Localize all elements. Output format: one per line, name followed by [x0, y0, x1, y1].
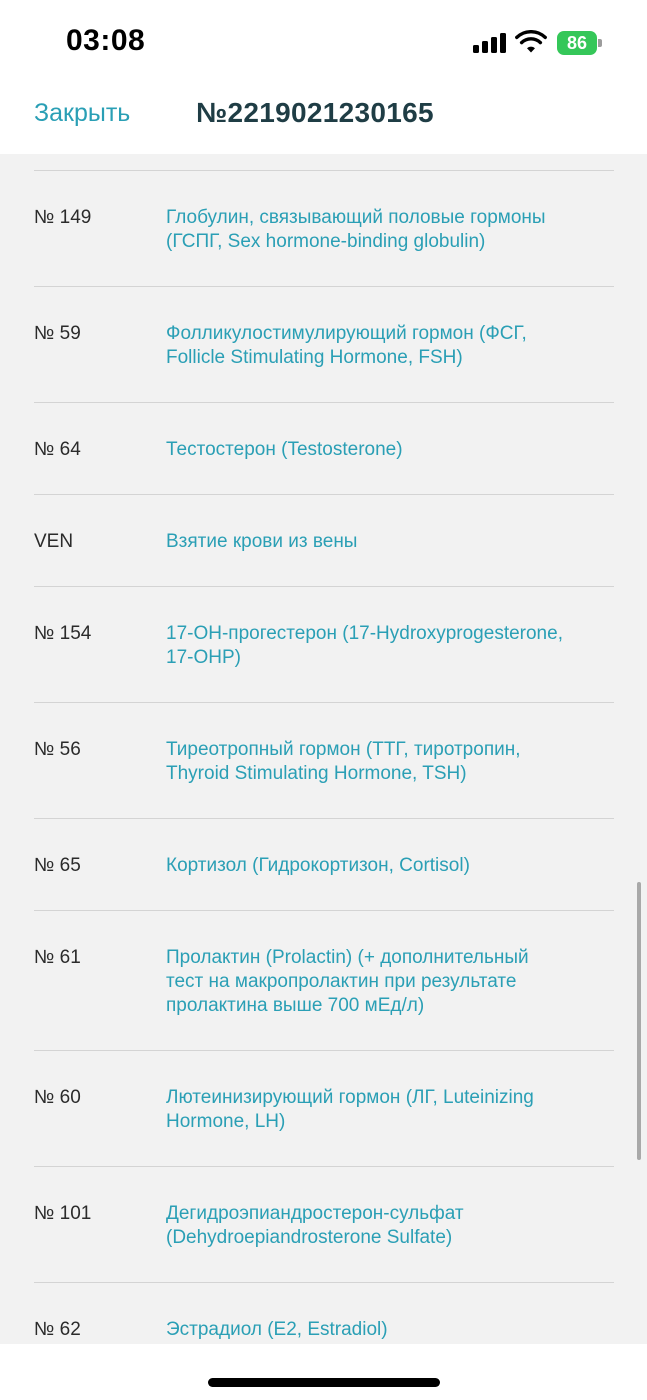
test-code: № 60: [34, 1087, 81, 1108]
test-name-line: пролактина выше 700 мЕд/л): [166, 995, 425, 1016]
test-name-line: 17-OHP): [166, 647, 241, 668]
test-name-line: Кортизол (Гидрокортизон, Cortisol): [166, 855, 470, 876]
test-name-line: Thyroid Stimulating Hormone, TSH): [166, 763, 467, 784]
battery-level: 86: [566, 33, 588, 53]
row-divider: [34, 586, 614, 587]
tests-list[interactable]: [0, 154, 647, 1344]
signal-icon: [473, 33, 506, 53]
test-name-link[interactable]: [166, 530, 626, 554]
home-indicator[interactable]: [208, 1378, 440, 1387]
test-name-link[interactable]: [166, 206, 626, 254]
test-name-link[interactable]: [166, 1318, 626, 1342]
test-name-line: Hormone, LH): [166, 1111, 286, 1132]
test-name-line: Дегидроэпиандростерон-сульфат: [166, 1203, 464, 1224]
test-name-line: тест на макропролактин при результате: [166, 971, 517, 992]
test-name-link[interactable]: [166, 1202, 626, 1250]
navigation-bar: [0, 82, 647, 154]
test-name-link[interactable]: [166, 946, 626, 1018]
test-name-link[interactable]: [166, 1086, 626, 1134]
scrollbar[interactable]: [637, 882, 641, 1160]
test-code: № 64: [34, 439, 81, 460]
row-divider: [34, 1282, 614, 1283]
row-divider: [34, 1050, 614, 1051]
close-button[interactable]: Закрыть: [34, 99, 131, 127]
test-name-link[interactable]: [166, 438, 626, 462]
row-divider: [34, 910, 614, 911]
row-divider: [34, 494, 614, 495]
row-divider: [34, 286, 614, 287]
test-name-line: Тиреотропный гормон (ТТГ, тиротропин,: [166, 739, 521, 760]
status-bar: [0, 0, 647, 82]
test-name-line: Глобулин, связывающий половые гормоны: [166, 207, 546, 228]
test-code: № 101: [34, 1203, 92, 1224]
row-divider: [34, 1166, 614, 1167]
row-divider: [34, 402, 614, 403]
test-name-link[interactable]: [166, 622, 626, 670]
test-code: № 56: [34, 739, 81, 760]
test-name-line: Эстрадиол (E2, Estradiol): [166, 1319, 388, 1340]
test-name-line: (Dehydroepiandrosterone Sulfate): [166, 1227, 453, 1248]
bottom-safe-area: [0, 1344, 647, 1400]
test-code: VEN: [34, 531, 74, 552]
battery-icon: [557, 31, 602, 55]
row-divider: [34, 170, 614, 171]
order-number-title: №2219021230165: [196, 97, 434, 128]
test-name-line: Фолликулостимулирующий гормон (ФСГ,: [166, 323, 527, 344]
test-name-line: 17-ОН-прогестерон (17-Hydroxyprogesterone,: [166, 623, 563, 644]
test-code: № 65: [34, 855, 81, 876]
test-name-line: (ГСПГ, Sex hormone-binding globulin): [166, 231, 486, 252]
row-divider: [34, 702, 614, 703]
wifi-icon: [515, 30, 547, 54]
test-code: № 149: [34, 207, 92, 228]
test-name-line: Лютеинизирующий гормон (ЛГ, Luteinizing: [166, 1087, 534, 1108]
test-name-line: Тестостерон (Testosterone): [166, 439, 403, 460]
test-code: № 59: [34, 323, 81, 344]
test-code: № 61: [34, 947, 81, 968]
test-name-link[interactable]: [166, 322, 626, 370]
test-name-line: Взятие крови из вены: [166, 531, 358, 552]
test-code: № 62: [34, 1319, 81, 1340]
test-name-link[interactable]: [166, 854, 626, 878]
row-divider: [34, 818, 614, 819]
test-code: № 154: [34, 623, 92, 644]
status-time: 03:08: [66, 24, 146, 57]
test-name-line: Follicle Stimulating Hormone, FSH): [166, 347, 463, 368]
test-name-line: Пролактин (Prolactin) (+ дополнительный: [166, 947, 529, 968]
test-name-link[interactable]: [166, 738, 626, 786]
